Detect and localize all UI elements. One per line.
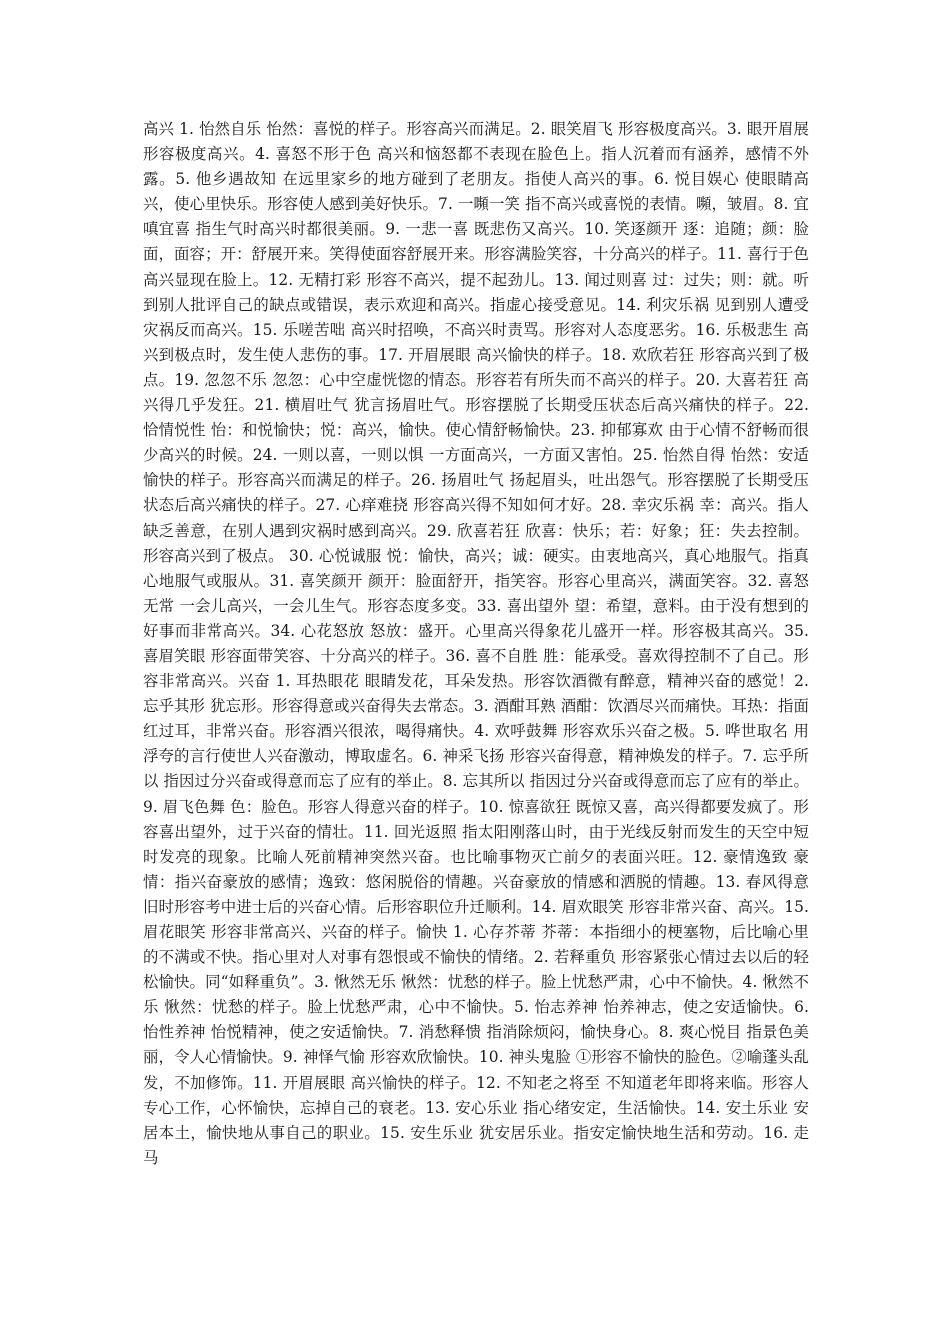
document-page bbox=[143, 117, 809, 1171]
body-paragraph: 高兴 1. 怡然自乐 怡然：喜悦的样子。形容高兴而满足。2. 眼笑眉飞 形容极度高兴。3. 眼开眉展 形容极度高兴。4. 喜怒不形于色 高兴和恼怒都不表现在脸色上。指人沉着而有涵养，感情不外露。5. 他乡遇故知 在远里家乡的地方碰到了老朋友。指使人高兴的事。6. 悦目娱心 使眼睛高兴，使心里快乐。形容使人感到美好快乐。7. 一嚬一笑 指不高兴或喜悦的表情。嚬，皱眉。8. 宜嗔宜喜 指生气时高兴时都很美丽。9. 一悲一喜 既悲伤又高兴。10. 笑逐颜开 逐：追随；颜：脸面，面容；开：舒展开来。笑得使面容舒展开来。形容满脸笑容，十分高兴的样子。11. 喜行于色 高兴显现在脸上。12. 无精打彩 形容不高兴，提不起劲儿。13. 闻过则喜 过：过失；则：就。听到别人批评自己的缺点或错误，表示欢迎和高兴。指虚心接受意见。14. 利灾乐祸 见到别人遭受灾祸反而高兴。15. 乐嗟苦咄 高兴时招唤，不高兴时责骂。形容对人态度恶劣。16. 乐极悲生 高兴到极点时，发生使人悲伤的事。17. 开眉展眼 高兴愉快的样子。18. 欢欣若狂 形容高兴到了极点。19. 忽忽不乐 忽忽：心中空虚恍惚的情态。形容若有所失而不高兴的样子。20. 大喜若狂 高兴得几乎发狂。21. 横眉吐气 犹言扬眉吐气。形容摆脱了长期受压状态后高兴痛快的样子。22. 恰情悦性 怡：和悦愉快；悦：高兴，愉快。使心情舒畅愉快。23. 抑郁寡欢 由于心情不舒畅而很少高兴的时候。24. 一则以喜，一则以惧 一方面高兴，一方面又害怕。25. 怡然自得 怡然：安适愉快的样子。形容高兴而满足的样子。26. 扬眉吐气 扬起眉头，吐出怨气。形容摆脱了长期受压状态后高兴痛快的样子。27. 心痒难挠 形容高兴得不知如何才好。28. 幸灾乐祸 幸：高兴。指人缺乏善意，在别人遇到灾祸时感到高兴。29. 欣喜若狂 欣喜：快乐；若：好象；狂：失去控制。形容高兴到了极点。 30. 心悦诚服 悦：愉快，高兴；诚：硬实。由衷地高兴，真心地服气。指真心地服气或服从。31. 喜笑颜开 颜开：脸面舒开，指笑容。形容心里高兴，满面笑容。32. 喜怒无常 一会儿高兴，一会儿生气。形容态度多变。33. 喜出望外 望：希望，意料。由于没有想到的好事而非常高兴。34. 心花怒放 怒放：盛开。心里高兴得象花儿盛开一样。形容极其高兴。35. 喜眉笑眼 形容面带笑容、十分高兴的样子。36. 喜不自胜 胜：能承受。喜欢得控制不了自己。形容非常高兴。兴奋 1. 耳热眼花 眼睛发花，耳朵发热。形容饮酒微有醉意，精神兴奋的感觉！2. 忘乎其形 犹忘形。形容得意或兴奋得失去常态。3. 酒酣耳熟 酒酣：饮酒尽兴而痛快。耳热：指面红过耳，非常兴奋。形容酒兴很浓，喝得痛快。4. 欢呼鼓舞 形容欢乐兴奋之极。5. 哗世取名 用浮夸的言行使世人兴奋激动，博取虚名。6. 神采飞扬 形容兴奋得意，精神焕发的样子。7. 忘乎所以 指因过分兴奋或得意而忘了应有的举止。8. 忘其所以 指因过分兴奋或得意而忘了应有的举止。9. 眉飞色舞 色：脸色。形容人得意兴奋的样子。10. 惊喜欲狂 既惊又喜，高兴得都要发疯了。形容喜出望外，过于兴奋的情壮。11. 回光返照 指太阳刚落山时，由于光线反射而发生的天空中短时发亮的现象。比喻人死前精神突然兴奋。也比喻事物灭亡前夕的表面兴旺。12. 豪情逸致 豪情：指兴奋豪放的感情；逸致：悠闲脱俗的情趣。兴奋豪放的情感和洒脱的情趣。13. 春风得意 旧时形容考中进士后的兴奋心情。后形容职位升迁顺利。14. 眉欢眼笑 形容非常兴奋、高兴。15. 眉花眼笑 形容非常高兴、兴奋的样子。愉快 1. 心存芥蒂 芥蒂：本指细小的梗塞物，后比喻心里的不满或不快。指心里对人对事有怨恨或不愉快的情绪。2. 若释重负 形容紧张心情过去以后的轻松愉快。同“如释重负”。3. 愀然无乐 愀然：忧愁的样子。脸上忧愁严肃，心中不愉快。4. 愀然不乐 愀然：忧愁的样子。脸上忧愁严肃，心中不愉快。5. 怡志养神 怡养神志，使之安适愉快。6. 怡性养神 怡悦精神，使之安适愉快。7. 消愁释愦 指消除烦闷，愉快身心。8. 爽心悦目 指景色美丽，令人心情愉快。9. 神怿气愉 形容欢欣愉快。10. 神头鬼脸 ①形容不愉快的脸色。②喻蓬头乱发，不加修饰。11. 开眉展眼 高兴愉快的样子。12. 不知老之将至 不知道老年即将来临。形容人专心工作，心怀愉快，忘掉自己的衰老。13. 安心乐业 指心绪安定，生活愉快。14. 安土乐业 安居本土，愉快地从事自己的职业。15. 安生乐业 犹安居乐业。指安定愉快地生活和劳动。16. 走马 bbox=[143, 120, 809, 1167]
